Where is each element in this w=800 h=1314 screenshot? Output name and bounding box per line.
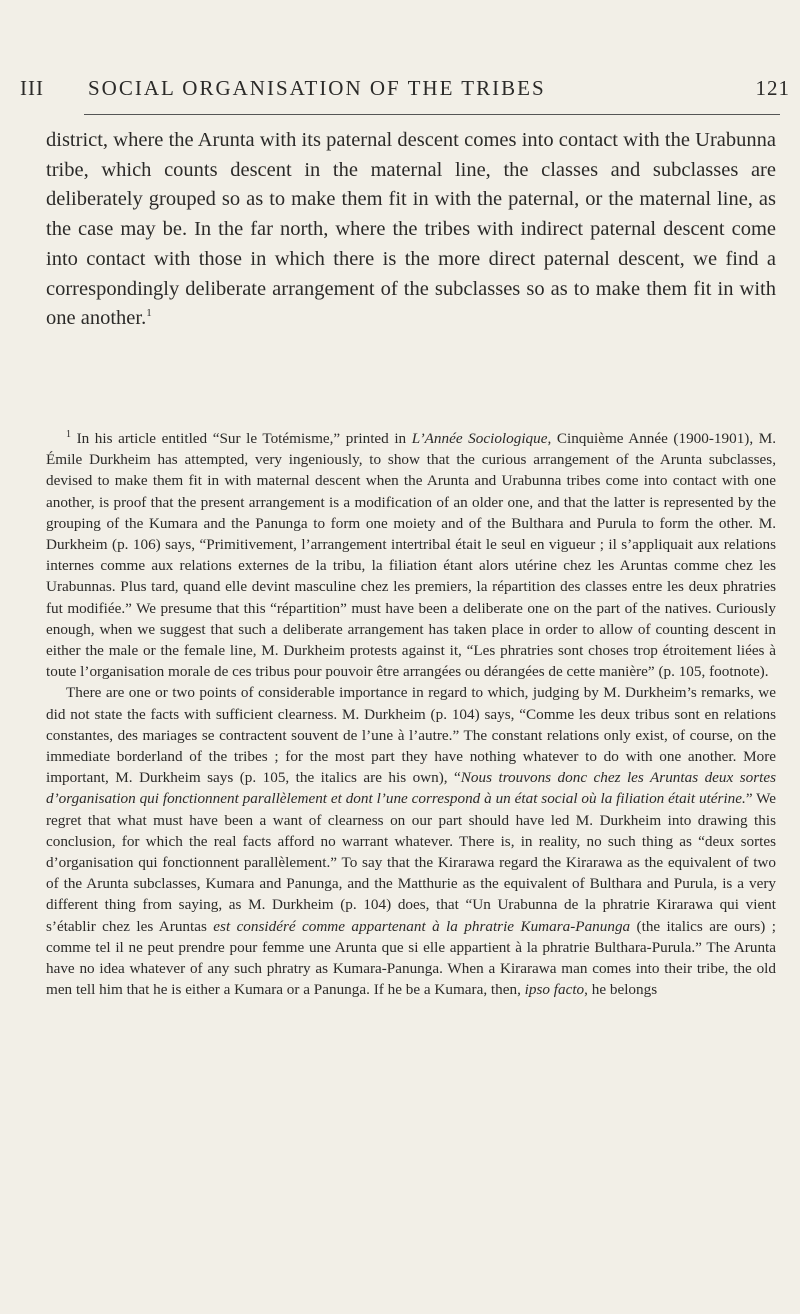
footnote-paragraph-1: [46, 428, 776, 682]
journal-title: L’Année Sociologique: [411, 430, 548, 447]
footnote-paragraph-2: [46, 682, 776, 1000]
footnote-number: 1: [66, 428, 71, 440]
page-number: 121: [755, 76, 790, 100]
header-rule: [84, 114, 780, 115]
footnote-reference: 1: [146, 307, 152, 320]
main-paragraph: [46, 126, 776, 334]
italic-quote: Nous trouvons donc chez les Aruntas deux sortes d’organisation qui fonctionnent parallèlement et dont l’une correspond à un état social où la filiation était utérine.: [46, 769, 776, 808]
footnote-text: In his article entitled “Sur le Totémisme,” printed in: [76, 430, 412, 447]
chapter-number: III: [20, 76, 44, 100]
running-title: SOCIAL ORGANISATION OF THE TRIBES: [88, 76, 546, 100]
footnote-text: , he belongs: [584, 981, 658, 999]
italic-phrase: ipso facto: [524, 981, 585, 999]
footnote-block: [46, 428, 776, 1000]
footnote-text: ” We regret that what must have been a want of clearness on our part should have led M. Durkheim into drawing this conclusion, for which the real facts afford no warrant whatever. There is, in reality, no such thing as “deux sortes d’organisation qui fonctionnent parallèlement.” To say that the Kirarawa regard the Kirarawa as the equivalent of two of the Arunta subclasses, Kumara and Panunga, and the Matthurie as the equivalent of Bulthara and Purula, is a very different thing from saying, as M. Durkheim (p. 104) does, that “Un Urabunna de la phratrie Kirarawa qui vient s’établir chez les Aruntas: [46, 790, 777, 935]
footnote-text: There are one or two points of considerable importance in regard to which, judging by M. Durkheim’s remarks, we did not state the facts with sufficient clearness. M. Durkheim (p. 104) says, “Comme les deux tribus sont en relations constantes, des mariages se contractent souvent de l’une à l’autre.” The constant relations only exist, of course, on the immediate borderland of the tribes ; for the most part they have nothing whatever to do with one another. More important, M. Durkheim says (p. 105, the italics are his own), “: [46, 684, 776, 787]
footnote-text: , Cinquième Année (1900-1901), M. Émile Durkheim has attempted, very ingeniously, to show that the curious arrangement of the Arunta subclasses, devised to make them fit in with maternal descent when the Arunta and Urabunna tribes come into contact with one another, is proof that the present arrangement is a modification of an older one, and that the latter is represented by the grouping of the Kumara and the Panunga to form one moiety and of the Bulthara and Purula to form the other. M. Durkheim (p. 106) says, “Primitivement, l’arrangement intertribal était le seul en vigueur ; il s’appliquait aux relations internes comme aux relations externes de la tribu, la filiation étant alors utérine chez les Aruntas comme chez les Urabunnas. Plus tard, quand elle devint masculine chez les premiers, la répartition des classes entre les deux phratries fut modifiée.” We presume that this “répartition” must have been a deliberate one on the part of the natives. Curiously enough, when we suggest that such a deliberate arrangement has taken place in order to allow of counting descent in either the male or the female line, M. Durkheim protests against it, “Les phratries sont choses trop étroitement liées à toute l’organisation morale de ces tribus pour pouvoir être arrangées ou dérangées de cette manière” (p. 105, footnote).: [46, 430, 777, 681]
main-paragraph-text: district, where the Arunta with its paternal descent comes into contact with the Urabunna tribe, which counts descent in the maternal line, the classes and subclasses are deliberately grouped so as to make them fit in with the paternal, or the maternal line, as the case may be. In the far north, where the tribes with indirect paternal descent come into contact with those in which there is the more direct paternal descent, we find a correspondingly deliberate arrangement of the subclasses so as to make them fit in with one another.: [46, 129, 776, 330]
running-header: [20, 76, 790, 100]
italic-quote: est considéré comme appartenant à la phratrie Kumara-Panunga: [213, 917, 631, 935]
footnote-text: (the italics are ours) ; comme tel il ne peut prendre pour femme une Arunta que si elle appartient à la phratrie Bulthara-Purula.” The Arunta have no idea whatever of any such phratry as Kumara-Panunga. When a Kirarawa man comes into their tribe, the old men tell him that he is either a Kumara or a Panunga. If he be a Kumara, then,: [46, 917, 776, 999]
